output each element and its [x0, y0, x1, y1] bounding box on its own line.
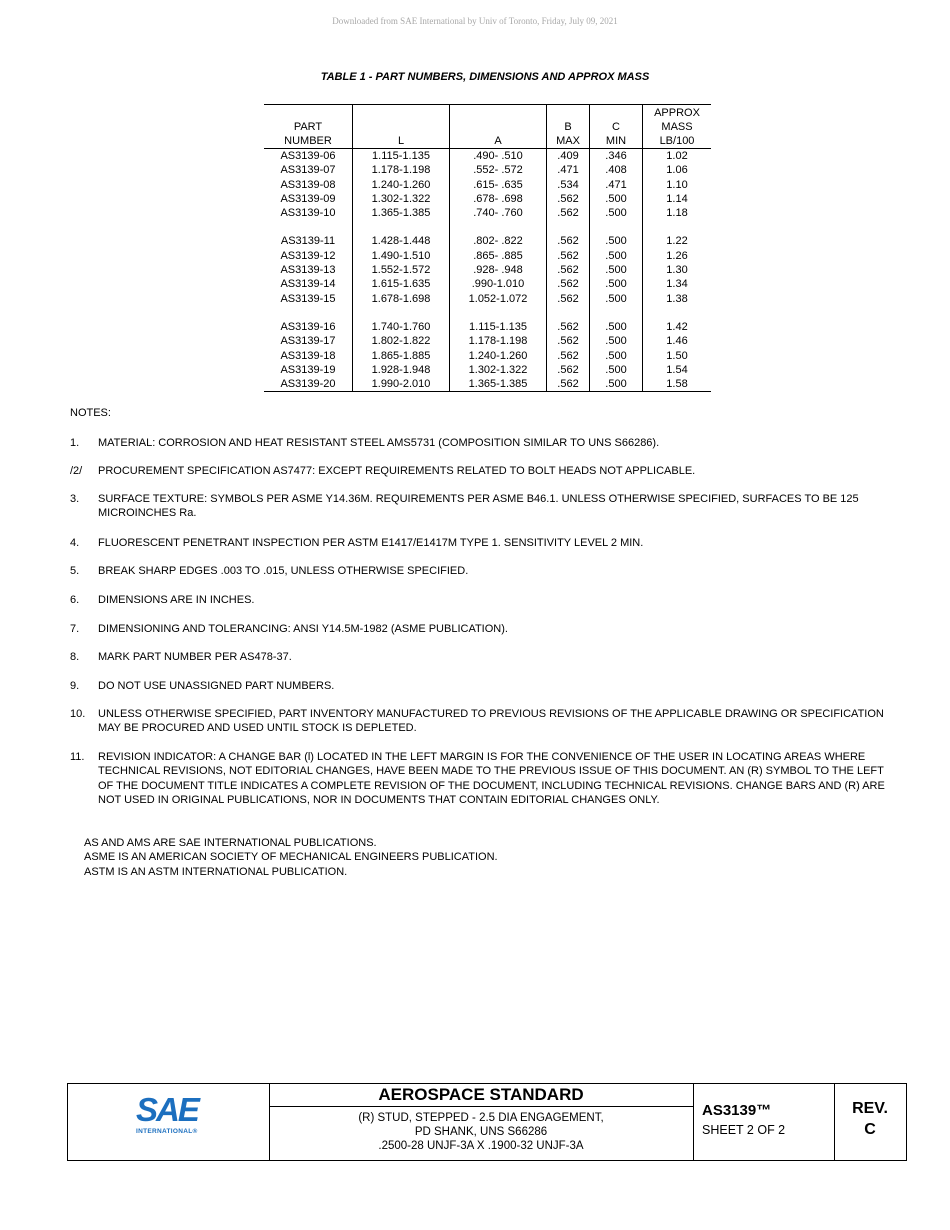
col-header-approx-mass: APPROX MASS LB/100: [643, 105, 712, 149]
note-text: DO NOT USE UNASSIGNED PART NUMBERS.: [98, 680, 335, 692]
cell-a: 1.302-1.322: [450, 363, 547, 377]
cell-c-min: .500: [590, 234, 643, 248]
cell-c-min: .500: [590, 206, 643, 220]
cell-approx-mass: 1.46: [643, 334, 712, 348]
cell-l: 1.490-1.510: [353, 249, 450, 263]
cell-l: 1.990-2.010: [353, 377, 450, 392]
table-row: [264, 377, 711, 392]
cell-approx-mass: 1.30: [643, 263, 712, 277]
col-header-b-max: B MAX: [547, 105, 590, 149]
cell-c-min: .471: [590, 178, 643, 192]
cell-c-min: .500: [590, 349, 643, 363]
cell-part-number: AS3139-16: [280, 320, 336, 333]
cell-part-number: AS3139-18: [280, 349, 336, 362]
table-row: [264, 249, 711, 263]
note-number: 7.: [70, 623, 80, 635]
cell-l: 1.302-1.322: [353, 192, 450, 206]
title-block-docnumber-cell: [693, 1084, 835, 1160]
note-number: 11.: [70, 751, 85, 763]
sae-logo-mark: SAE: [136, 1091, 198, 1128]
note-text: UNLESS OTHERWISE SPECIFIED, PART INVENTORY MANUFACTURED TO PREVIOUS REVISIONS OF THE APPLICABLE DRAWING OR SPECIFICATION MAY BE PROCURED AND USED UNTIL STOCK IS DEPLETED.: [98, 708, 884, 735]
note-text: SURFACE TEXTURE: SYMBOLS PER ASME Y14.36M. REQUIREMENTS PER ASME B46.1. UNLESS OTHERWISE SPECIFIED, SURFACES TO BE 125 MICROINCHES Ra.: [98, 493, 859, 520]
note-text: MARK PART NUMBER PER AS478-37.: [98, 651, 292, 663]
table-group-gap: [264, 220, 711, 234]
cell-approx-mass: 1.54: [643, 363, 712, 377]
note-text: REVISION INDICATOR: A CHANGE BAR (l) LOCATED IN THE LEFT MARGIN IS FOR THE CONVENIENCE OF THE USER IN LOCATING AREAS WHERE TECHNICAL REVISIONS, NOT EDITORIAL CHANGES, HAVE BEEN MADE TO THE PREVIOUS ISSUE OF THIS DOCUMENT. AN (R) SYMBOL TO THE LEFT OF THE DOCUMENT TITLE INDICATES A COMPLETE REVISION OF THE DOCUMENT, INCLUDING TECHNICAL REVISIONS. CHANGE BARS AND (R) ARE NOT USED IN ORIGINAL PUBLICATIONS, NOR IN DOCUMENTS THAT CONTAIN EDITORIAL CHANGES ONLY.: [98, 751, 885, 806]
cell-a: 1.178-1.198: [450, 334, 547, 348]
cell-b-max: .562: [547, 263, 590, 277]
cell-part-number: AS3139-09: [280, 192, 336, 205]
table-row: [264, 192, 711, 206]
cell-l: 1.240-1.260: [353, 178, 450, 192]
sae-logo: [136, 1093, 198, 1135]
cell-l: 1.678-1.698: [353, 292, 450, 306]
cell-b-max: .562: [547, 349, 590, 363]
note-number: 5.: [70, 565, 80, 577]
cell-b-max: .471: [547, 163, 590, 177]
cell-c-min: .500: [590, 192, 643, 206]
cell-approx-mass: 1.38: [643, 292, 712, 306]
cell-a: .678- .698: [450, 192, 547, 206]
table-row: [264, 363, 711, 377]
cell-a: .490- .510: [450, 149, 547, 164]
title-block-revision-cell: [834, 1084, 906, 1160]
cell-approx-mass: 1.02: [643, 149, 712, 164]
cell-part-number: AS3139-06: [280, 150, 336, 162]
download-watermark: Downloaded from SAE International by Univ of Toronto, Friday, July 09, 2021: [332, 16, 618, 26]
document-title: (R) STUD, STEPPED - 2.5 DIA ENGAGEMENT, PD SHANK, UNS S66286 .2500-28 UNJF-3A X .1900-32 UNJF-3A: [358, 1112, 604, 1152]
note-item: [70, 593, 890, 607]
cell-approx-mass: 1.26: [643, 249, 712, 263]
col-header-a: A: [450, 105, 547, 149]
cell-part-number: AS3139-11: [280, 235, 336, 248]
table-group-gap: [264, 306, 711, 320]
part-numbers-table-body: [264, 149, 711, 392]
table-row: [264, 149, 711, 164]
cell-a: 1.240-1.260: [450, 349, 547, 363]
cell-b-max: .562: [547, 277, 590, 291]
cell-part-number: AS3139-19: [280, 363, 336, 376]
cell-c-min: .500: [590, 277, 643, 291]
standard-type: AEROSPACE STANDARD: [269, 1084, 693, 1107]
note-number: /2/: [70, 465, 83, 477]
cell-l: 1.552-1.572: [353, 263, 450, 277]
cell-part-number: AS3139-12: [280, 249, 336, 262]
cell-b-max: .562: [547, 206, 590, 220]
cell-c-min: .500: [590, 363, 643, 377]
publication-line: ASTM IS AN ASTM INTERNATIONAL PUBLICATION.: [84, 865, 348, 878]
cell-c-min: .408: [590, 163, 643, 177]
table-row: [264, 334, 711, 348]
cell-b-max: .562: [547, 234, 590, 248]
cell-l: 1.365-1.385: [353, 206, 450, 220]
cell-l: 1.178-1.198: [353, 163, 450, 177]
cell-c-min: .500: [590, 249, 643, 263]
cell-a: 1.365-1.385: [450, 377, 547, 392]
cell-part-number: AS3139-14: [280, 278, 336, 291]
cell-b-max: .562: [547, 334, 590, 348]
cell-part-number: AS3139-15: [280, 292, 336, 305]
publication-line: AS AND AMS ARE SAE INTERNATIONAL PUBLICATIONS.: [84, 837, 377, 849]
note-number: 8.: [70, 651, 80, 663]
table-row: [264, 178, 711, 192]
notes-heading: NOTES:: [70, 407, 111, 419]
cell-l: 1.802-1.822: [353, 334, 450, 348]
cell-approx-mass: 1.18: [643, 206, 712, 220]
table-row: [264, 263, 711, 277]
col-header-c-min: C MIN: [590, 105, 643, 149]
cell-a: 1.052-1.072: [450, 292, 547, 306]
cell-approx-mass: 1.50: [643, 349, 712, 363]
note-text: DIMENSIONING AND TOLERANCING: ANSI Y14.5M-1982 (ASME PUBLICATION).: [98, 623, 508, 635]
note-text: BREAK SHARP EDGES .003 TO .015, UNLESS OTHERWISE SPECIFIED.: [98, 565, 469, 577]
cell-l: 1.865-1.885: [353, 349, 450, 363]
note-item: [70, 436, 890, 450]
cell-b-max: .562: [547, 377, 590, 392]
cell-l: 1.428-1.448: [353, 234, 450, 248]
cell-a: .928- .948: [450, 263, 547, 277]
table-row: [264, 320, 711, 334]
cell-approx-mass: 1.58: [643, 377, 712, 392]
note-item: [70, 622, 890, 636]
cell-approx-mass: 1.22: [643, 234, 712, 248]
cell-b-max: .562: [547, 320, 590, 334]
note-number: 1.: [70, 437, 80, 449]
note-item: [70, 536, 890, 550]
note-number: 9.: [70, 680, 80, 692]
cell-c-min: .500: [590, 334, 643, 348]
cell-b-max: .534: [547, 178, 590, 192]
sheet-number: SHEET 2 OF 2: [702, 1123, 786, 1137]
cell-b-max: .562: [547, 292, 590, 306]
publication-line: ASME IS AN AMERICAN SOCIETY OF MECHANICAL ENGINEERS PUBLICATION.: [84, 851, 498, 864]
note-item: [70, 650, 890, 664]
cell-c-min: .500: [590, 292, 643, 306]
table-title: TABLE 1 - PART NUMBERS, DIMENSIONS AND APPROX MASS: [320, 71, 650, 83]
col-header-part-number: PART NUMBER: [264, 105, 353, 149]
cell-b-max: .562: [547, 192, 590, 206]
cell-a: .615- .635: [450, 178, 547, 192]
cell-c-min: .500: [590, 377, 643, 392]
note-item: [70, 492, 890, 521]
cell-b-max: .562: [547, 249, 590, 263]
cell-approx-mass: 1.06: [643, 163, 712, 177]
cell-b-max: .409: [547, 149, 590, 164]
cell-a: .552- .572: [450, 163, 547, 177]
cell-c-min: .500: [590, 263, 643, 277]
table-row: [264, 292, 711, 306]
cell-l: 1.928-1.948: [353, 363, 450, 377]
note-item: [70, 707, 890, 736]
sae-logo-subtext: INTERNATIONAL®: [136, 1128, 198, 1135]
cell-a: .802- .822: [450, 234, 547, 248]
note-number: 3.: [70, 493, 80, 505]
cell-c-min: .500: [590, 320, 643, 334]
cell-a: .990-1.010: [450, 277, 547, 291]
revision-value: C: [864, 1121, 876, 1138]
part-numbers-table: [264, 104, 711, 392]
col-header-l: L: [353, 105, 450, 149]
cell-a: 1.115-1.135: [450, 320, 547, 334]
cell-l: 1.740-1.760: [353, 320, 450, 334]
cell-approx-mass: 1.14: [643, 192, 712, 206]
cell-a: .740- .760: [450, 206, 547, 220]
title-block-description-cell: [269, 1084, 694, 1160]
cell-part-number: AS3139-13: [280, 264, 336, 277]
note-text: PROCUREMENT SPECIFICATION AS7477: EXCEPT REQUIREMENTS RELATED TO BOLT HEADS NOT APPLICABLE.: [98, 465, 696, 477]
note-item: [70, 679, 890, 693]
document-number: AS3139™: [702, 1102, 772, 1119]
title-block: [67, 1083, 907, 1161]
cell-part-number: AS3139-08: [280, 178, 336, 191]
note-item: [70, 750, 890, 807]
note-item: [70, 464, 890, 478]
note-item: [70, 564, 890, 578]
note-number: 4.: [70, 537, 80, 549]
table-row: [264, 234, 711, 248]
note-text: DIMENSIONS ARE IN INCHES.: [98, 594, 255, 606]
cell-b-max: .562: [547, 363, 590, 377]
title-block-logo-cell: [68, 1084, 270, 1160]
cell-l: 1.115-1.135: [353, 149, 450, 164]
table-row: [264, 277, 711, 291]
note-text: MATERIAL: CORROSION AND HEAT RESISTANT STEEL AMS5731 (COMPOSITION SIMILAR TO UNS S66286).: [98, 437, 660, 449]
table-row: [264, 163, 711, 177]
cell-approx-mass: 1.42: [643, 320, 712, 334]
cell-approx-mass: 1.34: [643, 277, 712, 291]
table-row: [264, 206, 711, 220]
table-row: [264, 349, 711, 363]
note-number: 6.: [70, 594, 80, 606]
revision-label: REV.: [852, 1100, 888, 1117]
cell-a: .865- .885: [450, 249, 547, 263]
cell-part-number: AS3139-17: [280, 335, 336, 348]
table-header-row: [264, 105, 711, 149]
cell-c-min: .346: [590, 149, 643, 164]
cell-part-number: AS3139-10: [280, 207, 336, 220]
note-number: 10.: [70, 708, 86, 720]
cell-approx-mass: 1.10: [643, 178, 712, 192]
cell-part-number: AS3139-20: [280, 378, 336, 391]
publications-block: [84, 836, 498, 879]
note-text: FLUORESCENT PENETRANT INSPECTION PER ASTM E1417/E1417M TYPE 1. SENSITIVITY LEVEL 2 MIN.: [98, 537, 644, 549]
cell-part-number: AS3139-07: [280, 164, 336, 177]
cell-l: 1.615-1.635: [353, 277, 450, 291]
